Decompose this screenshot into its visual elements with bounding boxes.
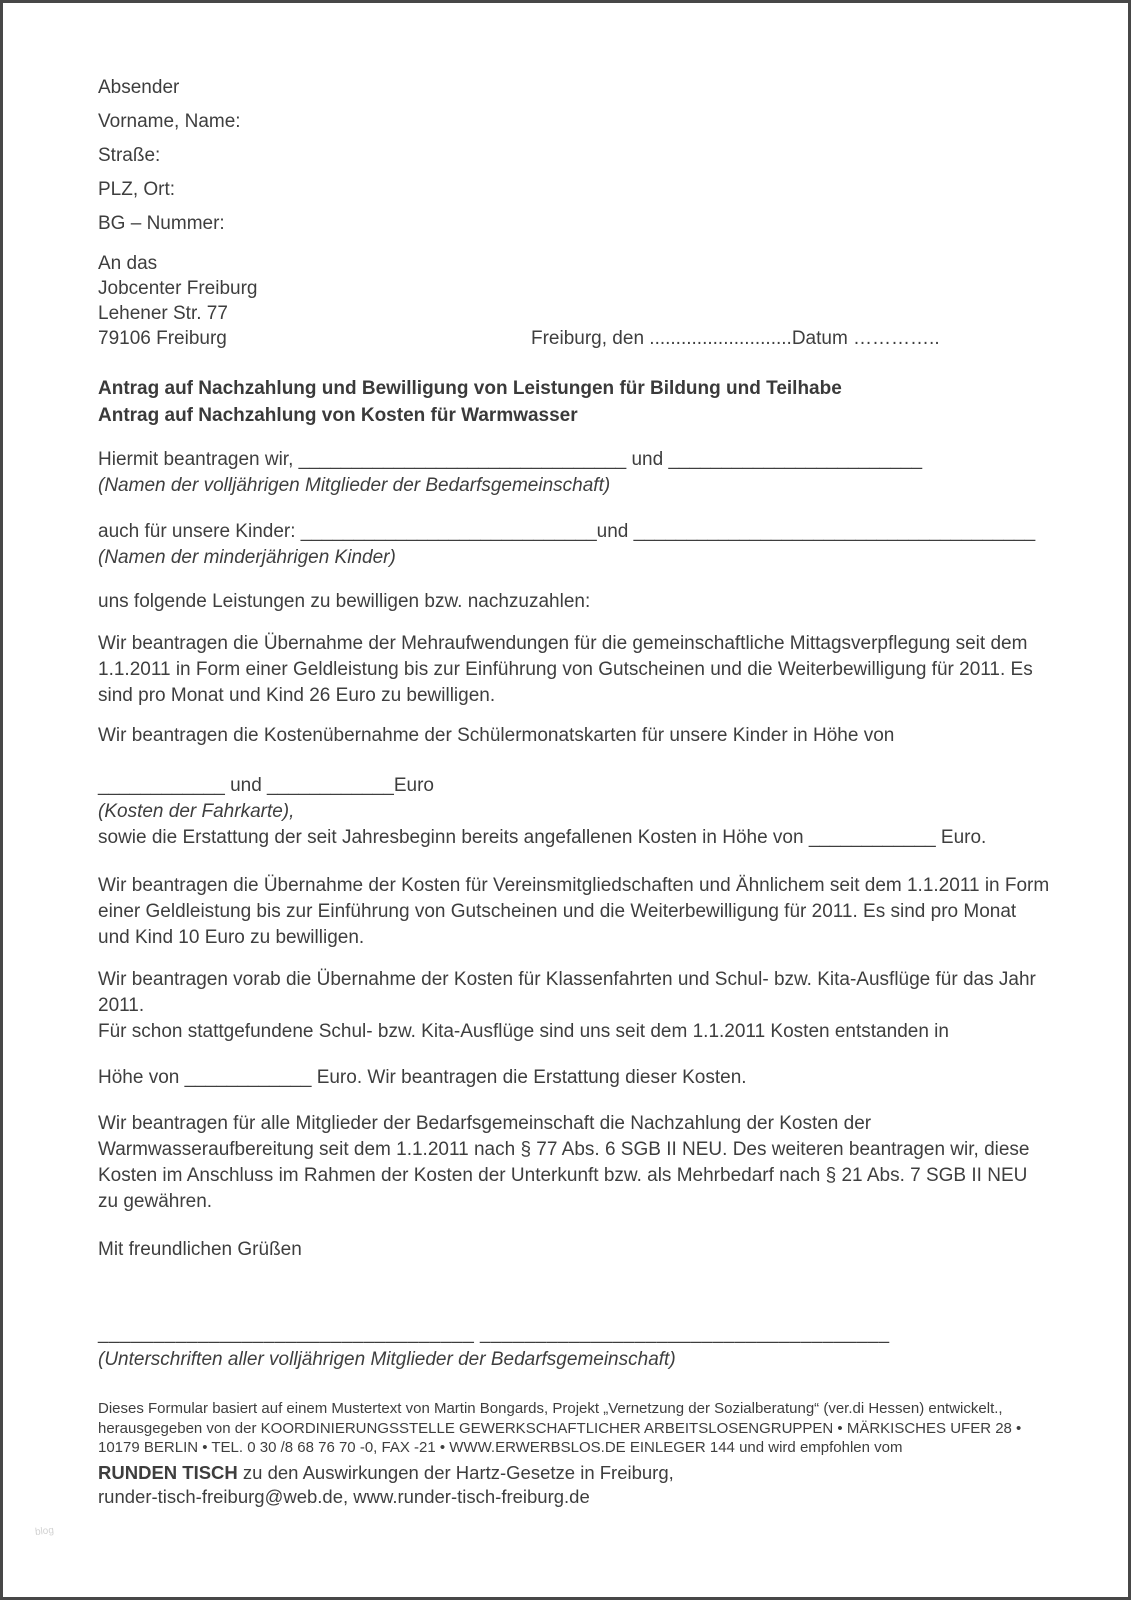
paragraph-warm-water: Wir beantragen für alle Mitglieder der Bedarfsgemeinschaft die Nachzahlung der Kosten der Warmwasseraufbereitung seit dem 1.1.2011 nach § 77 Abs. 6 SGB II NEU. Des weiteren beantragen wir, diese Kosten im Anschluss im Rahmen der Kosten der Unterkunft bzw. als Mehrbedarf nach § 21 Abs. 7 SGB II NEU zu gewähren. [98, 1113, 1030, 1212]
sender-city-line: PLZ, Ort: [98, 179, 176, 200]
children-fill-line: auch für unsere Kinder: ____________________________und ______________________________________ [98, 521, 1036, 542]
watermark: blog [34, 1525, 55, 1538]
children-block [98, 519, 1050, 571]
trips-line-2: Für schon stattgefundene Schul- bzw. Kita-Ausflüge sind uns seit dem 1.1.2011 Kosten entstanden in [98, 1021, 949, 1042]
recipient-date-row [98, 326, 1050, 351]
applicants-block [98, 447, 1050, 499]
recipient-line-3: Lehener Str. 77 [98, 303, 228, 324]
children-note: (Namen der minderjährigen Kinder) [98, 547, 396, 568]
paragraph-clubs: Wir beantragen die Übernahme der Kosten für Vereinsmitgliedschaften und Ähnlichem seit dem 1.1.2011 in Form einer Geldleistung bis zur Einführung von Gutscheinen und die Weiterbewilligung für 2011. Es sind pro Monat und Kind 10 Euro zu bewilligen. [98, 875, 1050, 948]
footer-org-rest: zu den Auswirkungen der Hartz-Gesetze in Freiburg, [237, 1461, 674, 1483]
subject-block [98, 375, 1050, 429]
footer-source-caps: KOORDINIERUNGSSTELLE GEWERKSCHAFTLICHER ARBEITSLOSENGRUPPEN • MÄRKISCHES UFER 28 • 10179 BERLIN • TEL. 0 30 /8 68 76 70 -0, FAX -21 • WWW.ERWERBSLOS.DE EINLEGER 144 [98, 1419, 1022, 1456]
signature-blanks: __________________________________ _____________________________________ [98, 1323, 890, 1344]
footer-contact-line: runder-tisch-freiburg@web.de, www.runder-tisch-freiburg.de [98, 1485, 590, 1507]
subject-line-2: Antrag auf Nachzahlung von Kosten für Warmwasser [98, 405, 578, 426]
footer-source-post: und wird empfohlen vom [734, 1439, 903, 1456]
applicants-note: (Namen der volljährigen Mitglieder der Bedarfsgemeinschaft) [98, 475, 611, 496]
sender-name-line: Vorname, Name: [98, 111, 241, 132]
footer-source-pre: Dieses Formular basiert auf einem Mustertext von Martin Bongards, Projekt „Vernetzung der Sozialberatung“ (ver.di Hessen) entwickelt., herausgegeben von der [98, 1400, 1003, 1437]
footer-source-text [98, 1399, 1050, 1458]
recipient-line-4: 79106 Freiburg [98, 328, 227, 349]
sender-block [98, 75, 1050, 237]
applicants-fill-line: Hiermit beantragen wir, _______________________________ und ________________________ [98, 449, 923, 470]
tickets-refund-line: sowie die Erstattung der seit Jahresbeginn bereits angefallenen Kosten in Höhe von ____________ Euro. [98, 827, 987, 848]
paragraph-tickets-intro: Wir beantragen die Kostenübernahme der Schülermonatskarten für unsere Kinder in Höhe von [98, 725, 895, 746]
recipient-line-1: An das [98, 253, 158, 274]
trips-refund-line: Höhe von ____________ Euro. Wir beantragen die Erstattung dieser Kosten. [98, 1067, 747, 1088]
recipient-line-2: Jobcenter Freiburg [98, 278, 258, 299]
sender-bg-number-line: BG – Nummer: [98, 213, 225, 234]
signature-block [98, 1321, 1050, 1373]
lead-line: uns folgende Leistungen zu bewilligen bzw. nachzuzahlen: [98, 591, 591, 612]
trips-line-1: Wir beantragen vorab die Übernahme der Kosten für Klassenfahrten und Schul- bzw. Kita-Ausflüge für das Jahr 2011. [98, 969, 1036, 1016]
recipient-block [98, 251, 1050, 351]
date-line: Freiburg, den ...........................Datum ………….. [531, 328, 940, 349]
signature-note: (Unterschriften aller volljährigen Mitglieder der Bedarfsgemeinschaft) [98, 1349, 676, 1370]
closing-line: Mit freundlichen Grüßen [98, 1239, 302, 1260]
tickets-note: (Kosten der Fahrkarte), [98, 801, 295, 822]
sender-street-line: Straße: [98, 145, 161, 166]
paragraph-meals: Wir beantragen die Übernahme der Mehraufwendungen für die gemeinschaftliche Mittagsverpflegung seit dem 1.1.2011 in Form einer Geldleistung bis zur Einführung von Gutscheinen und die Weiterbewilligung für 2011. Es sind pro Monat und Kind 26 Euro zu bewilligen. [98, 633, 1033, 706]
footer-org-line [98, 1461, 1050, 1485]
sender-label: Absender [98, 77, 180, 98]
footer-org-name: RUNDEN TISCH [98, 1461, 238, 1483]
subject-line-1: Antrag auf Nachzahlung und Bewilligung von Leistungen für Bildung und Teilhabe [98, 378, 842, 399]
tickets-amount-line: ____________ und ____________Euro [98, 775, 434, 796]
tickets-block [98, 773, 1050, 851]
letter-body [3, 3, 1128, 1509]
paragraph-trips [98, 967, 1050, 1045]
